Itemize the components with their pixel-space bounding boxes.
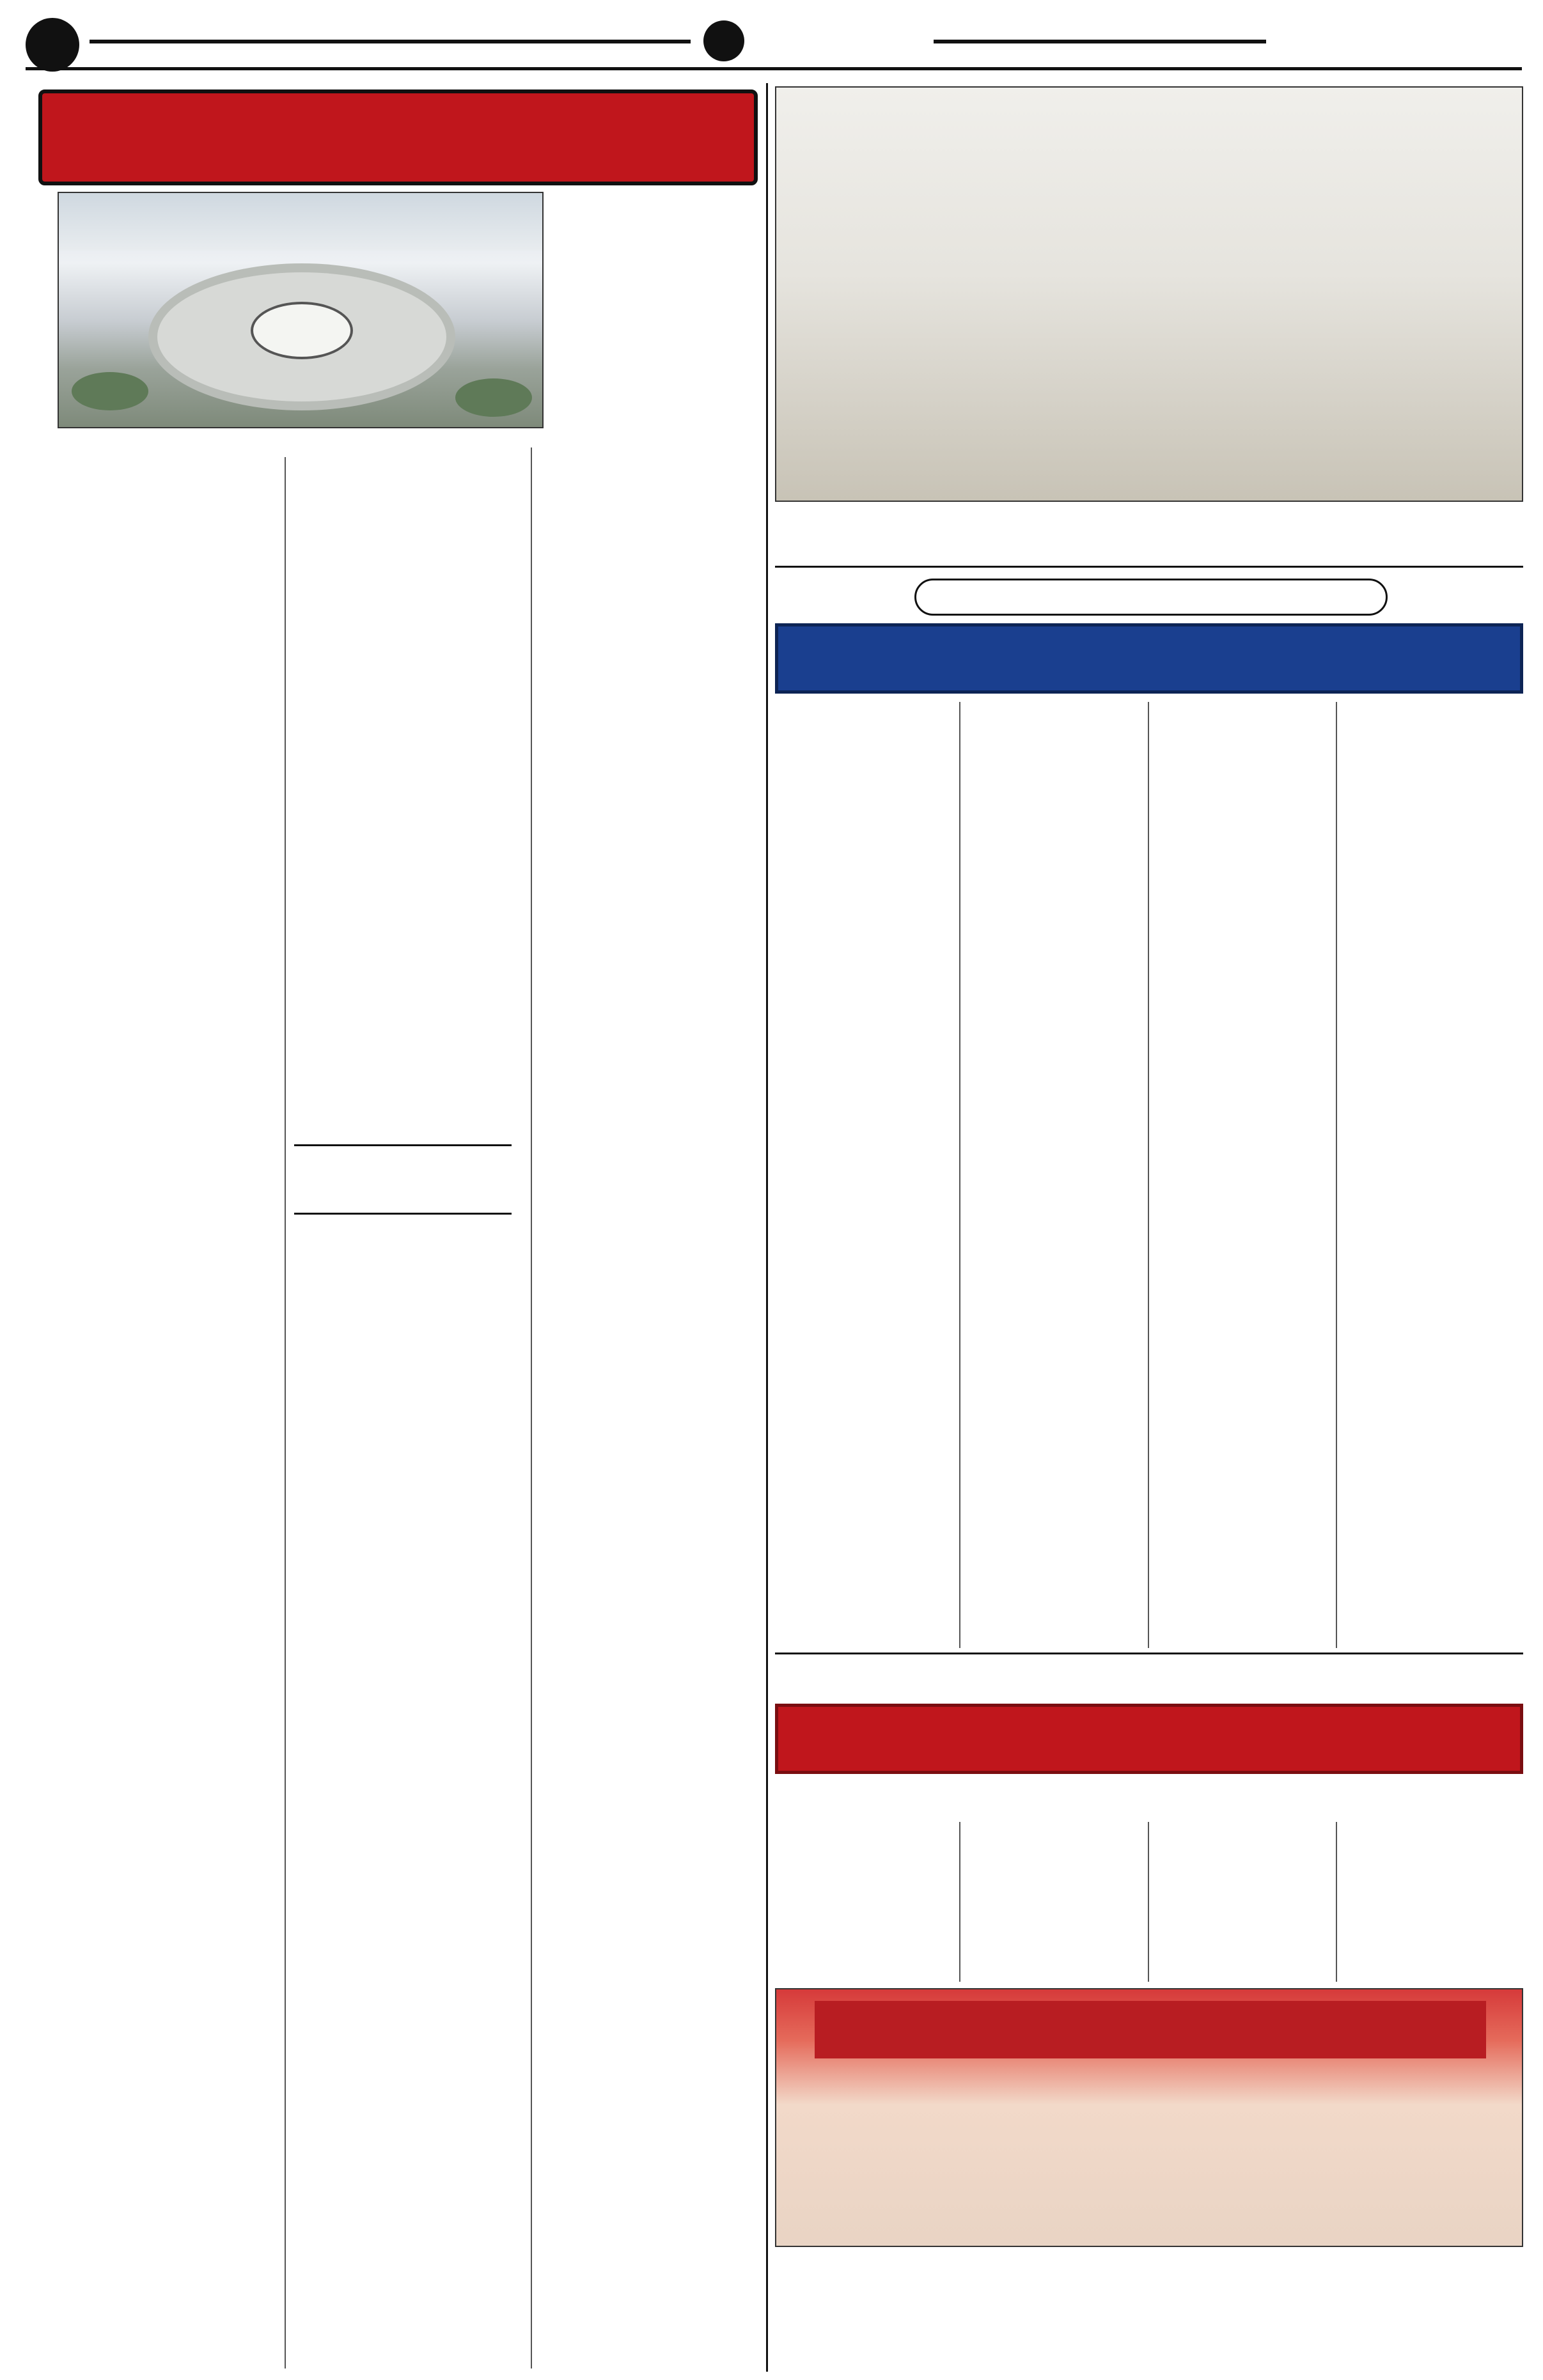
sivagangai-kicker — [775, 1659, 1523, 1696]
sivagangai-subhead — [775, 1780, 1523, 1816]
minister-meeting-photo — [775, 86, 1523, 502]
section-rule — [775, 1653, 1523, 1654]
stage-banner — [815, 2001, 1486, 2058]
article-column-divider — [1336, 702, 1337, 1648]
newspaper-logo-icon — [703, 20, 744, 61]
section-rule — [775, 566, 1523, 568]
article-column-divider — [959, 1822, 960, 1982]
masthead-rule-left — [90, 40, 691, 43]
tree-cluster — [455, 378, 532, 417]
budget-meeting-photo — [775, 1988, 1523, 2247]
tree-cluster — [72, 372, 148, 410]
poem-column-divider — [285, 457, 286, 2368]
article-column-divider — [1148, 702, 1149, 1648]
vellore-headline — [775, 623, 1523, 694]
sivagangai-headline — [775, 1704, 1523, 1774]
poem-author-box — [294, 1144, 512, 1215]
memorial-aerial-photo — [58, 192, 544, 428]
article-column-divider — [1148, 1822, 1149, 1982]
poem-title-banner — [38, 89, 758, 185]
vellore-kicker — [914, 579, 1388, 616]
page-section-divider — [766, 83, 768, 2372]
page-number — [26, 18, 79, 72]
article-column-divider — [1336, 1822, 1337, 1982]
masthead-rule-right — [934, 40, 1266, 43]
poem-column-divider — [531, 447, 532, 2368]
masthead — [26, 13, 1522, 70]
memorial-centre — [251, 302, 353, 359]
article-column-divider — [959, 702, 960, 1648]
sea-area — [59, 193, 544, 251]
